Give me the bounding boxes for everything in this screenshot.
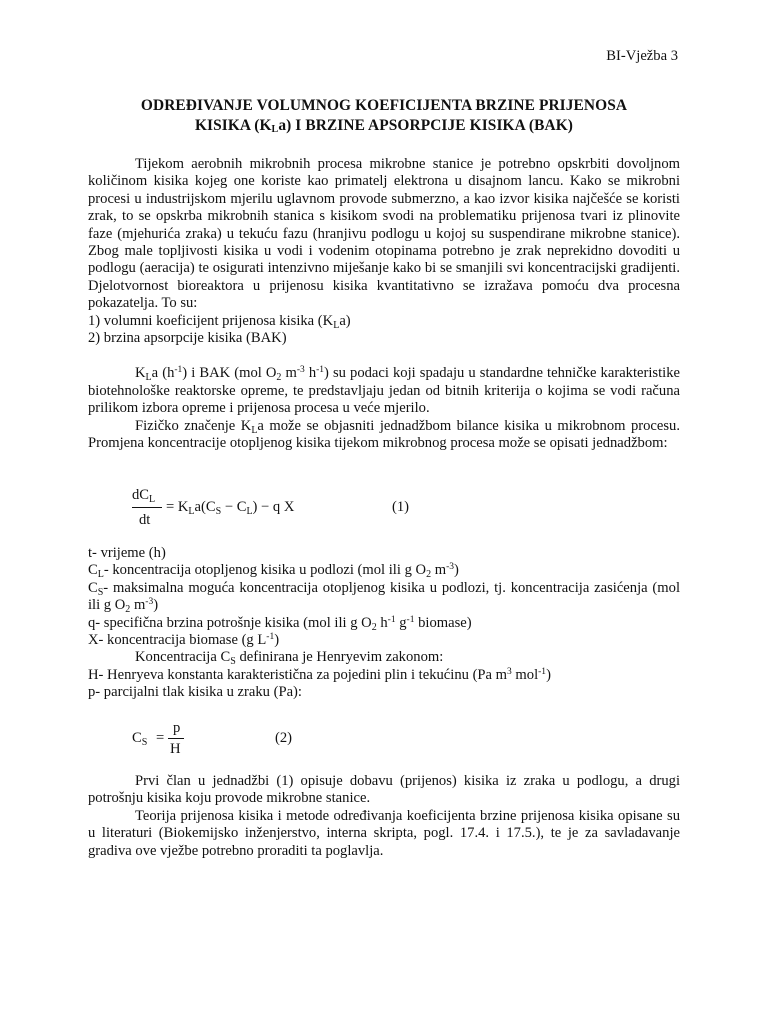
def-cl xyxy=(88,562,680,579)
text-part: - maksimalna moguća koncentracija otopljenog kisika u podlozi, tj. koncentracija zasićenja (mol ili g O xyxy=(88,579,680,614)
def-x xyxy=(88,632,680,649)
text-part: g xyxy=(395,614,407,631)
superscript: 3 xyxy=(507,666,512,677)
eq-part: = K xyxy=(166,499,189,515)
eq-part: − C xyxy=(221,499,247,515)
subscript: 2 xyxy=(426,569,432,581)
eq-part: ) − q X xyxy=(252,499,295,515)
def-h xyxy=(88,667,680,684)
title-part: a) I BRZINE APSORPCIJE KISIKA (BAK) xyxy=(278,117,574,134)
subscript: L xyxy=(149,494,156,505)
text-part: mol xyxy=(511,666,539,683)
superscript: -3 xyxy=(145,597,154,608)
superscript: -3 xyxy=(446,562,454,573)
paragraph-first-term: Prvi član u jednadžbi (1) opisuje dobavu (prijenos) kisika iz zraka u podlogu, a drugi potrošnju kisika koju provode mikrobne stanice. xyxy=(88,773,680,807)
subscript: 2 xyxy=(371,621,377,633)
text-part: - koncentracija otopljenog kisika u podlozi (mol ili g O xyxy=(103,562,427,579)
subscript: L xyxy=(145,372,152,384)
title-line-1: ODREĐIVANJE VOLUMNOG KOEFICIJENTA BRZINE PRIJENOSA xyxy=(140,97,628,114)
text-part: m xyxy=(281,365,297,382)
title-line-2 xyxy=(60,116,708,140)
equation-1 xyxy=(130,483,460,533)
eq2-left-side xyxy=(132,730,147,747)
subscript: 2 xyxy=(276,372,282,384)
paragraph-physical-meaning xyxy=(88,418,680,453)
equation-2 xyxy=(130,720,330,766)
header-label: BI-Vježba 3 xyxy=(606,48,678,64)
subscript: L xyxy=(251,424,258,436)
eq1-denominator: dt xyxy=(139,512,151,528)
spacer xyxy=(88,347,680,365)
list-item-1 xyxy=(88,313,680,330)
text-part: C xyxy=(88,562,98,579)
text-part: biomase) xyxy=(414,614,472,631)
text-part: a (h xyxy=(151,365,175,382)
eq1-numerator xyxy=(132,487,155,504)
superscript: -1 xyxy=(316,365,325,376)
text-part: definirana je Henryevim zakonom: xyxy=(235,649,444,666)
title-part: KISIKA (K xyxy=(194,117,272,134)
eq2-number: (2) xyxy=(275,730,293,746)
eq2-equals: = xyxy=(156,730,165,746)
superscript: -1 xyxy=(406,614,415,625)
eq1-right-side xyxy=(166,499,294,516)
paragraph-intro: Tijekom aerobnih mikrobnih procesa mikrobne stanice je potrebno opskrbiti dovoljnom količinom kisika kojeg one koriste kao primatelj elektrona u disajnom lancu. Kako se mikrobni procesi u industrijskom mjerilu uglavnom provode submerzno, a kao izvor kisika najčešće se koristi zrak, to se opskrba mikrobnih stanica s kisikom svodi na problematiku prijenosa tvari iz plinovite faze (mjehurića zraka) u tekuću fazu (hranjivu podlogu u kojoj su suspendirane mikrobne stanice). Zbog male topljivosti kisika u vodi i vodenim otopinama potrebno je zrak neprekidno dovoditi u podlogu (aeracija) te osigurati intenzivno miješanje kako bi se smanjili svi koncentracijski gradijenti. Djelotvornost bioreaktora u prijenosu kisika kvantitativno se izražava pomoću dva procesna pokazatelja. To su: xyxy=(88,156,680,312)
superscript: -1 xyxy=(387,614,396,625)
subscript: L xyxy=(188,506,195,517)
eq-part: C xyxy=(132,730,142,746)
eq2-numerator: p xyxy=(173,720,181,736)
subscript: S xyxy=(215,506,222,517)
def-henry-intro xyxy=(88,649,680,666)
text-part: ) su podaci koji spadaju u standardne tehničke karakteristike biotehnološke reaktorske opreme, te predstavljaju jedan od bitnih kriterija o kojima se vodi računa prilikom izbora opreme i prijenosa procesa u veće mjerilo. xyxy=(88,365,680,417)
paragraph-kla xyxy=(88,365,680,417)
text-part: ) xyxy=(274,632,280,649)
text-part: ) xyxy=(546,666,551,683)
text-part: H- Henryeva konstanta karakteristična za pojedini plin i tekućinu (Pa m xyxy=(88,666,508,683)
subscript: S xyxy=(230,656,236,668)
closing-section xyxy=(88,773,680,860)
document-title xyxy=(60,96,708,140)
subscript: L xyxy=(333,319,340,331)
superscript: -1 xyxy=(266,632,275,643)
eq2-denominator: H xyxy=(170,741,181,757)
subscript: S xyxy=(141,737,148,748)
text-part: X- koncentracija biomase (g L xyxy=(88,632,267,649)
text-part: h xyxy=(304,365,317,382)
eq2-fraction-bar xyxy=(168,738,184,739)
text-part: C xyxy=(88,579,98,596)
definitions-section xyxy=(88,545,680,702)
eq-part: dC xyxy=(132,487,150,503)
text-part: q- specifična brzina potrošnje kisika (mol ili g O xyxy=(88,614,372,631)
def-p: p- parcijalni tlak kisika u zraku (Pa): xyxy=(88,684,302,701)
eq1-fraction-bar xyxy=(132,507,162,508)
eq1-number: (1) xyxy=(392,499,410,515)
def-q xyxy=(88,615,680,632)
subscript: 2 xyxy=(125,604,131,616)
text-part: m xyxy=(431,562,447,579)
text-part: ) xyxy=(453,562,459,579)
text-part: a može se objasniti jednadžbom bilance kisika u mikrobnom procesu. Promjena koncentracije otopljenog kisika tijekom mikrobnog procesa može se opisati jednadžbom: xyxy=(88,417,680,452)
superscript: -3 xyxy=(296,365,305,376)
superscript: -1 xyxy=(174,365,183,376)
text-part: ) i BAK (mol O xyxy=(182,365,277,382)
text-part: 1) volumni koeficijent prijenosa kisika (K xyxy=(88,312,334,329)
text-part: Koncentracija C xyxy=(135,649,231,666)
def-cs xyxy=(88,580,680,615)
superscript: -1 xyxy=(538,666,547,677)
subscript: S xyxy=(97,586,104,598)
def-t: t- vrijeme (h) xyxy=(88,545,166,561)
text-part: m xyxy=(130,597,146,614)
text-part: a) xyxy=(339,312,351,329)
text-part: Fizičko značenje K xyxy=(135,417,252,434)
subscript: L xyxy=(246,506,253,517)
intro-section xyxy=(88,156,680,453)
text-part: ) xyxy=(153,597,159,614)
paragraph-theory: Teorija prijenosa kisika i metode određivanja koeficijenta brzine prijenosa kisika opisane su u literaturi (Biokemijsko inženjerstvo, interna skripta, pogl. 17.4. i 17.5.), te je za savladavanje gradiva ove vježbe potrebno proraditi ta poglavlja. xyxy=(88,807,680,859)
list-item-2: 2) brzina apsorpcije kisika (BAK) xyxy=(88,330,287,347)
subscript: L xyxy=(97,569,104,581)
eq-part: a(C xyxy=(194,499,216,515)
title-subscript: L xyxy=(271,124,279,135)
text-part: h xyxy=(376,614,388,631)
text-part: K xyxy=(135,365,146,382)
